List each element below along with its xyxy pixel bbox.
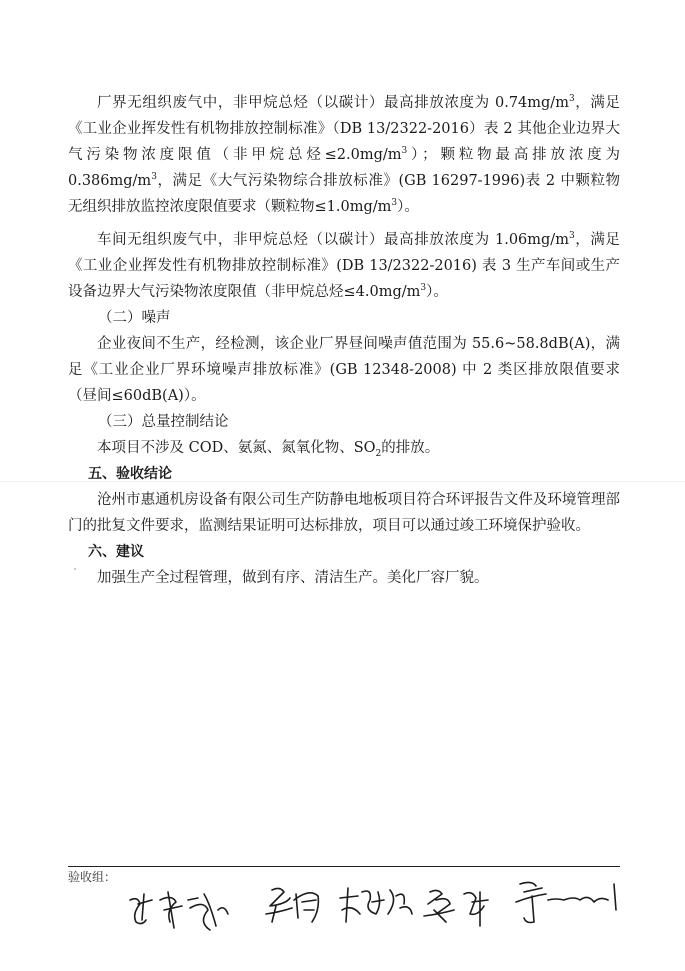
text-run: 厂界无组织废气中，非甲烷总烃（以碳计）最高排放浓度为 0.74mg/m [97, 95, 569, 111]
heading-total-control: （三）总量控制结论 [98, 414, 229, 430]
superscript: 3 [401, 146, 408, 157]
paragraph-suggestions: 加强生产全过程管理，做到有序、清洁生产。美化厂容厂貌。 [97, 570, 489, 586]
paragraph-site-boundary-gas [68, 90, 620, 220]
signature-4 [424, 890, 488, 926]
paragraph-total-control [68, 435, 620, 461]
acceptance-group-label: 验收组： [68, 870, 117, 884]
paragraph-noise: 企业夜间不生产，经检测，该企业厂界昼间噪声值范围为 55.6~58.8dB(A)，满足《工业企业厂界环境噪声排放标准》(GB 12348-2008) 中 2 类区排放限值要求（昼间≤60dB(A)）。 [68, 336, 620, 404]
text-run: ）。 [397, 199, 419, 215]
signature-3 [340, 888, 412, 922]
subscript: 2 [375, 448, 382, 459]
text-run: ）。 [426, 284, 448, 300]
superscript: 3 [420, 283, 427, 294]
superscript: 3 [391, 198, 398, 209]
superscript: 3 [568, 231, 575, 242]
heading-suggestions: 六、建议 [88, 544, 144, 560]
text-run: ，满足《大气污染物综合排放标准》(GB 16297-1996)表 2 中颗粒物无组织排放监控浓度限值要求（颗粒物≤1.0mg/m [68, 173, 620, 215]
text-run: 的排放。 [381, 440, 440, 456]
signature-1 [130, 892, 228, 930]
signature-2 [266, 888, 318, 922]
text-run: ，满足《工业企业挥发性有机物排放控制标准》(DB 13/2322-2016) 表 3 生产车间或生产设备边界大气污染物浓度限值（非甲烷总烃≤4.0mg/m [68, 232, 621, 300]
handwritten-signatures [120, 870, 640, 940]
paragraph-acceptance-conclusion: 沧州市惠通机房设备有限公司生产防静电地板项目符合环评报告文件及环境管理部门的批复文件要求，监测结果证明可达标排放，项目可以通过竣工环境保护验收。 [68, 492, 620, 534]
heading-noise: （二）噪声 [98, 310, 171, 326]
superscript: 3 [151, 172, 157, 183]
signature-5 [516, 882, 616, 922]
superscript: 3 [568, 94, 575, 105]
text-run: ）；颗粒物最高排放浓度为 0.386mg/m [68, 147, 621, 189]
paragraph-workshop-gas [68, 227, 620, 305]
text-run: ，满足《工业企业挥发性有机物排放控制标准》（DB 13/2322-2016）表 2 其他企业边界大气污染物浓度限值（非甲烷总烃≤2.0mg/m [68, 95, 621, 163]
heading-acceptance-conclusion: 五、验收结论 [88, 466, 172, 482]
signature-line [68, 866, 620, 867]
text-run: 车间无组织废气中，非甲烷总烃（以碳计）最高排放浓度为 1.06mg/m [97, 232, 569, 248]
text-run: 本项目不涉及 COD、氨氮、氮氧化物、SO [97, 440, 376, 456]
document-body [68, 90, 620, 591]
